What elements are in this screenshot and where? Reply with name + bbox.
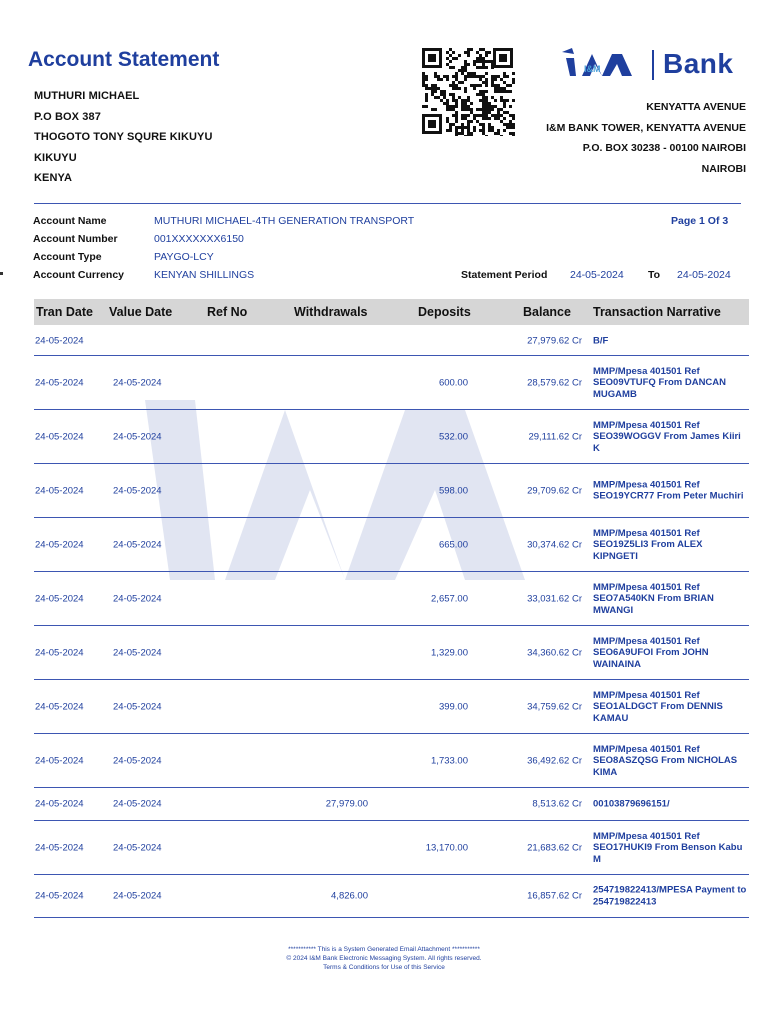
table-row bbox=[34, 821, 749, 875]
tran-date-cell: 24-05-2024 bbox=[35, 798, 84, 810]
bank-name: Bank bbox=[663, 48, 734, 79]
statement-period-to: 24-05-2024 bbox=[677, 269, 731, 281]
value-date-cell: 24-05-2024 bbox=[113, 647, 162, 658]
balance-cell: 30,374.62 Cr bbox=[527, 539, 582, 550]
header-narrative: Transaction Narrative bbox=[593, 305, 721, 319]
tran-date-cell: 24-05-2024 bbox=[35, 539, 84, 550]
account-number-value: 001XXXXXXX6150 bbox=[154, 233, 244, 245]
narrative-cell: MMP/Mpesa 401501 Ref SEO1ALDGCT From DENNIS KAMAU bbox=[593, 689, 723, 724]
narrative-cell: MMP/Mpesa 401501 Ref SEO6A9UFOI From JOHN WAINAINA bbox=[593, 635, 709, 670]
balance-cell: 34,360.62 Cr bbox=[527, 647, 582, 658]
narrative-cell: MMP/Mpesa 401501 Ref SEO19YCR77 From Peter Muchiri bbox=[593, 479, 744, 502]
balance-cell: 28,579.62 Cr bbox=[527, 377, 582, 388]
narrative-cell: B/F bbox=[593, 334, 609, 346]
header-withdrawals: Withdrawals bbox=[294, 305, 368, 319]
narrative-cell: MMP/Mpesa 401501 Ref SEO8ASZQSG From NICHOLAS KIMA bbox=[593, 743, 738, 778]
balance-cell: 34,759.62 Cr bbox=[527, 701, 582, 712]
account-number-label: Account Number bbox=[33, 233, 118, 245]
table-row bbox=[34, 788, 749, 821]
table-row bbox=[34, 518, 749, 572]
header-divider bbox=[34, 203, 741, 204]
table-row bbox=[34, 356, 749, 410]
header-deposits: Deposits bbox=[418, 305, 471, 319]
tran-date-cell: 24-05-2024 bbox=[35, 842, 84, 853]
value-date-cell: 24-05-2024 bbox=[113, 755, 162, 766]
header-value-date: Value Date bbox=[109, 305, 173, 319]
deposit-cell: 399.00 bbox=[438, 701, 468, 712]
tran-date-cell: 24-05-2024 bbox=[35, 377, 84, 388]
tran-date-cell: 24-05-2024 bbox=[35, 647, 84, 658]
narrative-cell: MMP/Mpesa 401501 Ref SEO39WOGGV From James Kiiri K bbox=[593, 419, 741, 454]
bank-address-line: KENYATTA AVENUE bbox=[646, 101, 746, 113]
statement-period-from: 24-05-2024 bbox=[570, 269, 624, 281]
deposit-cell: 13,170.00 bbox=[425, 842, 468, 853]
svg-text:I&M: I&M bbox=[584, 64, 601, 74]
deposit-cell: 598.00 bbox=[438, 485, 468, 496]
customer-country: KENYA bbox=[34, 172, 72, 184]
tran-date-cell: 24-05-2024 bbox=[35, 593, 84, 604]
value-date-cell: 24-05-2024 bbox=[113, 485, 162, 496]
customer-town: KIKUYU bbox=[34, 151, 77, 164]
table-row bbox=[34, 734, 749, 788]
balance-cell: 29,111.62 Cr bbox=[528, 431, 582, 442]
account-name-value: MUTHURI MICHAEL-4TH GENERATION TRANSPORT bbox=[154, 215, 415, 227]
page-number: Page 1 Of 3 bbox=[671, 215, 729, 227]
balance-cell: 33,031.62 Cr bbox=[527, 593, 582, 604]
deposit-cell: 1,733.00 bbox=[431, 755, 468, 766]
statement-period-to-label: To bbox=[648, 269, 661, 281]
value-date-cell: 24-05-2024 bbox=[113, 431, 162, 442]
table-row bbox=[34, 464, 749, 518]
account-name-label: Account Name bbox=[33, 215, 107, 227]
deposit-cell: 2,657.00 bbox=[431, 593, 468, 604]
tran-date-cell: 24-05-2024 bbox=[35, 335, 84, 346]
value-date-cell: 24-05-2024 bbox=[113, 890, 162, 902]
narrative-cell: 00103879696151/ bbox=[593, 798, 670, 810]
edge-mark bbox=[0, 272, 3, 275]
tran-date-cell: 24-05-2024 bbox=[35, 890, 84, 902]
header-ref-no: Ref No bbox=[207, 305, 248, 319]
narrative-cell: 254719822413/MPESA Payment to 254719822413 bbox=[593, 884, 747, 907]
bank-address-line: NAIROBI bbox=[701, 162, 746, 175]
narrative-cell: MMP/Mpesa 401501 Ref SEO7A540KN From BRIAN MWANGI bbox=[593, 581, 714, 616]
tran-date-cell: 24-05-2024 bbox=[35, 431, 84, 442]
tran-date-cell: 24-05-2024 bbox=[35, 485, 84, 496]
balance-cell: 21,683.62 Cr bbox=[527, 842, 582, 853]
balance-cell: 27,979.62 Cr bbox=[527, 335, 582, 346]
balance-cell: 8,513.62 Cr bbox=[532, 798, 582, 810]
footer-copyright: © 2024 I&M Bank Electronic Messaging System. All rights reserved. bbox=[286, 955, 482, 962]
customer-name: MUTHURI MICHAEL bbox=[34, 90, 140, 102]
table-header bbox=[34, 299, 749, 325]
withdrawal-cell: 4,826.00 bbox=[331, 890, 368, 902]
bank-address-line: P.O. BOX 30238 - 00100 NAIROBI bbox=[582, 142, 746, 154]
deposit-cell: 600.00 bbox=[438, 377, 468, 388]
account-currency-value: KENYAN SHILLINGS bbox=[154, 269, 255, 281]
balance-cell: 16,857.62 Cr bbox=[527, 890, 582, 902]
value-date-cell: 24-05-2024 bbox=[113, 539, 162, 550]
statement-title: Account Statement bbox=[28, 48, 220, 71]
header-balance: Balance bbox=[523, 305, 571, 319]
narrative-cell: MMP/Mpesa 401501 Ref SEO09VTUFQ From DANCAN MUGAMB bbox=[593, 365, 727, 400]
footer bbox=[0, 945, 768, 972]
account-currency-label: Account Currency bbox=[33, 269, 125, 281]
balance-cell: 29,709.62 Cr bbox=[527, 485, 582, 496]
table-row bbox=[34, 875, 749, 918]
deposit-cell: 532.00 bbox=[438, 431, 468, 442]
narrative-cell: MMP/Mpesa 401501 Ref SEO17HUKI9 From Benson Kabu M bbox=[593, 830, 743, 865]
table-row bbox=[34, 680, 749, 734]
customer-po-box: P.O BOX 387 bbox=[34, 110, 101, 123]
value-date-cell: 24-05-2024 bbox=[113, 798, 162, 810]
withdrawal-cell: 27,979.00 bbox=[325, 798, 368, 810]
balance-cell: 36,492.62 Cr bbox=[527, 755, 582, 766]
deposit-cell: 1,329.00 bbox=[431, 647, 468, 658]
account-type-value: PAYGO-LCY bbox=[154, 251, 214, 263]
narrative-cell: MMP/Mpesa 401501 Ref SEO19Z5LI3 From ALEX KIPNGETI bbox=[593, 527, 703, 562]
customer-address bbox=[34, 89, 213, 192]
bank-address-line: I&M BANK TOWER, KENYATTA AVENUE bbox=[546, 121, 746, 134]
tran-date-cell: 24-05-2024 bbox=[35, 701, 84, 712]
value-date-cell: 24-05-2024 bbox=[113, 377, 162, 388]
tran-date-cell: 24-05-2024 bbox=[35, 755, 84, 766]
footer-terms-link[interactable]: Terms & Conditions for Use of this Service bbox=[323, 964, 445, 971]
footer-system-note: *********** This is a System Generated Email Attachment *********** bbox=[288, 946, 480, 953]
value-date-cell: 24-05-2024 bbox=[113, 593, 162, 604]
statement-period-label: Statement Period bbox=[461, 269, 548, 281]
value-date-cell: 24-05-2024 bbox=[113, 701, 162, 712]
table-row bbox=[34, 326, 749, 356]
table-row bbox=[34, 410, 749, 464]
transactions-table bbox=[34, 326, 749, 918]
header-tran-date: Tran Date bbox=[36, 305, 93, 319]
value-date-cell: 24-05-2024 bbox=[113, 842, 162, 853]
account-type-label: Account Type bbox=[33, 251, 102, 263]
bank-address bbox=[546, 100, 746, 182]
table-row bbox=[34, 626, 749, 680]
customer-street: THOGOTO TONY SQURE KIKUYU bbox=[34, 131, 213, 143]
table-row bbox=[34, 572, 749, 626]
deposit-cell: 665.00 bbox=[438, 539, 468, 550]
qr-code-icon bbox=[420, 46, 515, 136]
